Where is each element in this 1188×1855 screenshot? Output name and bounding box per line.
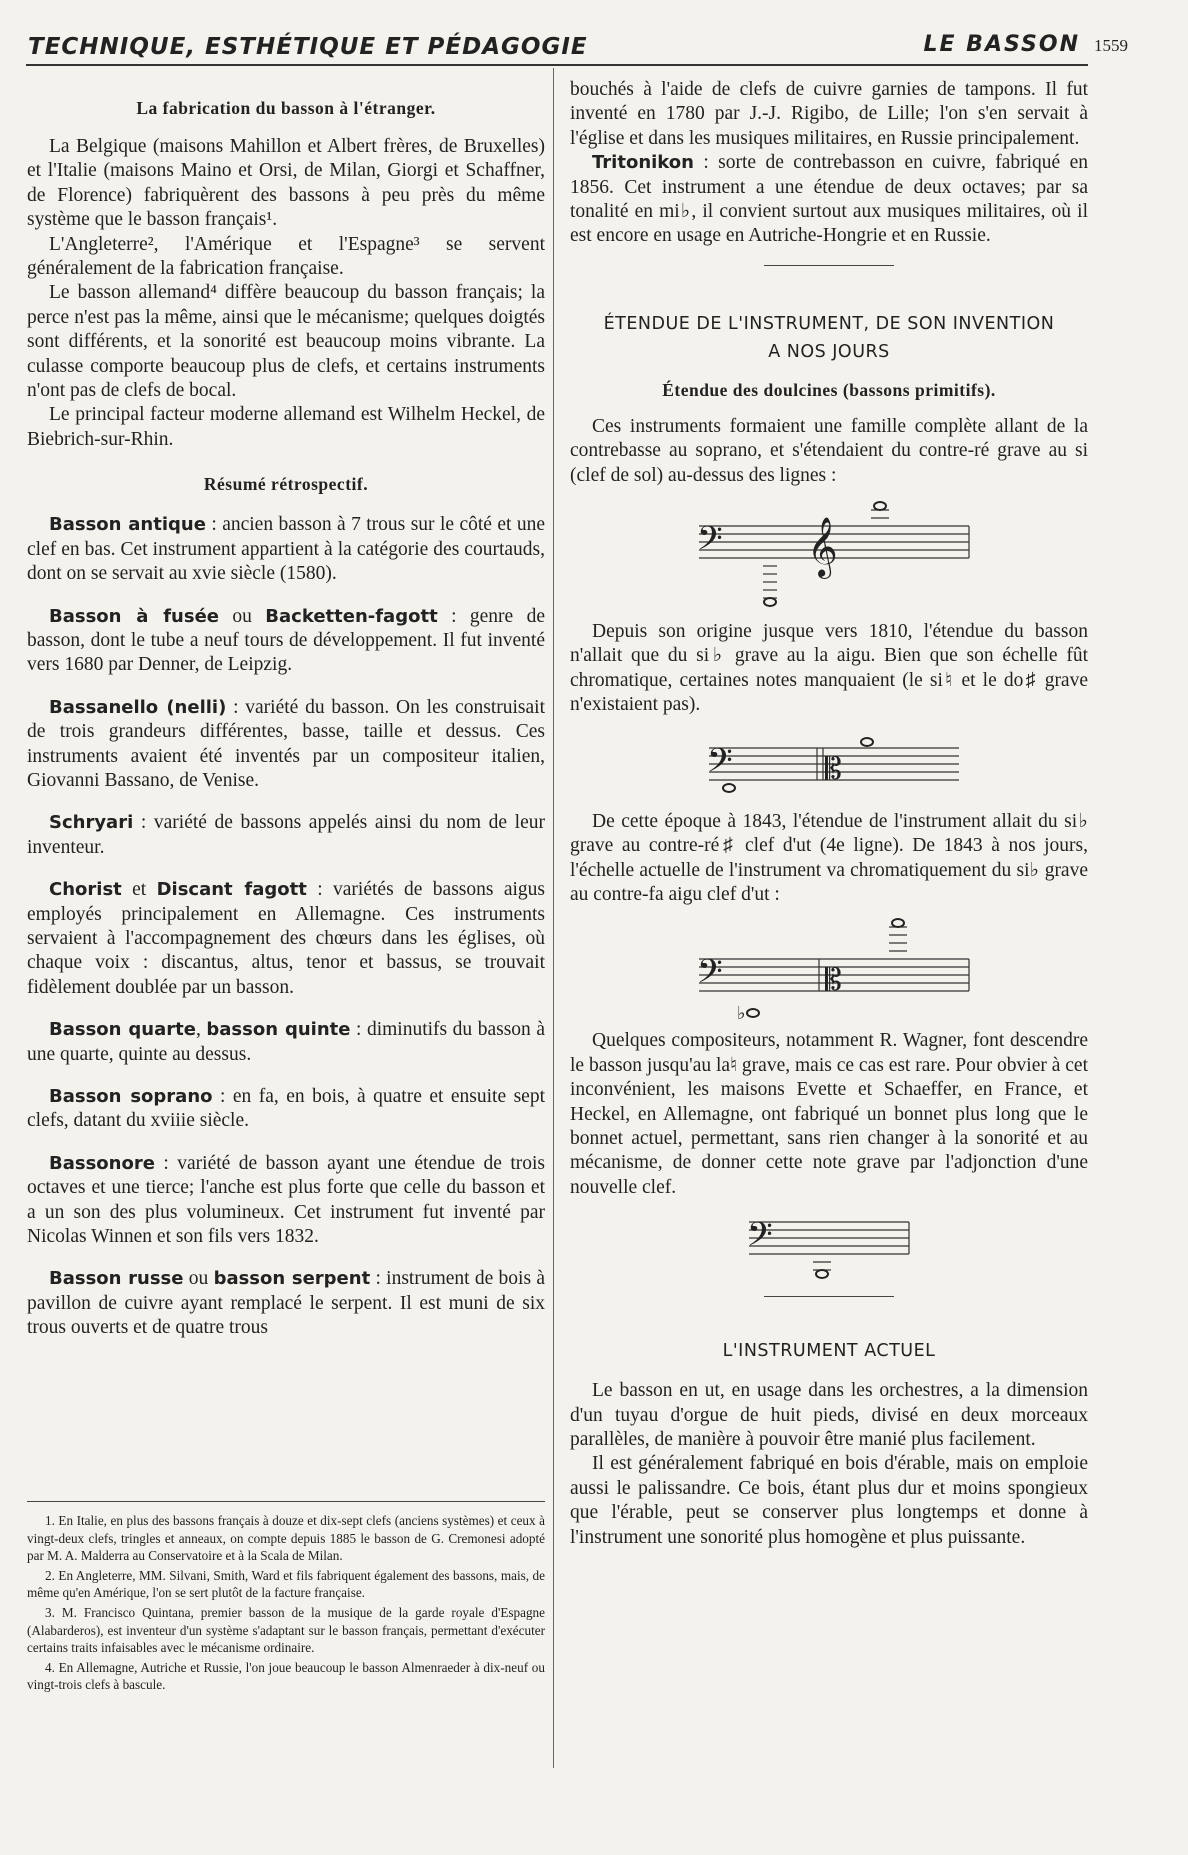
section-title-instrument-actuel: L'INSTRUMENT ACTUEL [722,1341,936,1362]
entry-term: Bassonore [49,1152,155,1174]
entry-text: : variété du basson. On les construisait de trois grandeurs différentes, basse, taille et dessus. Ces instruments avaient été inventés par un compositeur italien, Giovanni Bassano, de Venise. [27,696,545,791]
entry-text: : instrument de bois à pavillon de cuivre ayant remplacé le serpent. Il est muni de six trous ouverts et de quatre trous [27,1268,545,1339]
entry-term: Discant fagott [156,879,307,901]
entry-text: : diminutifs du basson à une quarte, quinte au dessus. [27,1019,546,1065]
entry-connector: ou [218,605,266,627]
entry-term: Backetten-fagott [265,605,438,627]
svg-text:𝄢: 𝄢 [707,741,733,788]
paragraph: bouchés à l'aide de clefs de cuivre garnies de tampons. Il fut inventé en 1780 par J.-J. Rigibo, de Lille; l'on s'en servait à l'église et dans les musiques militaires, en Russie principalement. [570,79,1088,149]
svg-text:𝄡: 𝄡 [825,963,842,999]
entry-term: Basson antique [49,514,206,536]
paragraph: La Belgique (maisons Mahillon et Albert frères, de Bruxelles) et l'Italie (maisons Maino et Orsi, de Milan, Giorgi et Schaffner, de Florence) fabriquèrent des bassons à peu près du même système que le basson français¹. [27,136,545,231]
paragraph: Le basson allemand⁴ diffère beaucoup du basson français; la perce n'est pas la même, ainsi que le mécanisme; quelques doigtés sont différents, et la sonorité est beaucoup moins vibrante. La culasse comporte beaucoup plus de clefs, et certains instruments n'ont pas de clefs de bocal. [27,282,545,402]
entry-term: Basson soprano [49,1086,213,1107]
paragraph: L'Angleterre², l'Amérique et l'Espagne³ se servent généralement de la fabrication française. [27,233,545,280]
entry-basson-antique [27,513,545,586]
entry-connector: , [195,1019,207,1041]
heading-resume-retrospectif: Résumé rétrospectif. [203,474,369,495]
paragraph: Le principal facteur moderne allemand est Wilhelm Heckel, de Biebrich-sur-Rhin. [27,404,545,450]
entry-term: basson serpent [213,1268,371,1290]
entry-connector: ou [183,1268,214,1290]
section-title-line: ÉTENDUE DE L'INSTRUMENT, DE SON INVENTION [603,313,1055,334]
entry-schryari [27,811,545,860]
heading-fabrication-etranger: La fabrication du basson à l'étranger. [136,98,436,118]
header-rule [26,64,1088,66]
footnotes [27,1501,545,1694]
entry-bassonore [27,1152,545,1250]
music-staff-1843 [679,913,979,1023]
entry-term: Basson quarte [49,1019,196,1041]
entry-term: Chorist [49,879,122,901]
entry-term: Basson russe [49,1268,184,1290]
footnote: 3. M. Francisco Quintana, premier basson de la musique de la garde royale d'Espagne (Alabarderos), est inventeur d'un système s'adaptant sur le basson français, permettant d'exécuter certains traits infaisables avec le mécanisme ordinaire. [27,1604,545,1656]
footnote: 4. En Allemagne, Autriche et Russie, l'on joue beaucoup le basson Almenraeder à dix-neuf ou vingt-trois clefs à bascule. [27,1659,545,1693]
entry-term: Bassanello (nelli) [49,696,227,718]
entry-text: : en fa, en bois, à quatre et ensuite sept clefs, datant du xviiie siècle. [27,1086,545,1132]
entry-text: : variété de basson ayant une étendue de trois octaves et une tierce; l'anche est plus forte que celle du basson et a un son des plus volumineux. Cet instrument fut inventé par Nicolas Winnen et son fils vers 1832. [27,1152,545,1248]
entry-term: Tritonikon [592,152,694,174]
entry-term: Basson à fusée [49,605,219,627]
section-title-line: A NOS JOURS [768,341,890,362]
entry-basson-quarte [27,1018,545,1067]
svg-text:𝄞: 𝄞 [807,517,838,578]
entry-term: basson quinte [206,1019,351,1041]
svg-text:𝄢: 𝄢 [747,1216,773,1263]
page-number: 1559 [1094,36,1128,55]
entry-chorist [27,878,545,1000]
svg-text:𝄢: 𝄢 [697,520,723,567]
entry-basson-soprano [27,1085,545,1134]
header-title: TECHNIQUE, ESTHÉTIQUE ET PÉDAGOGIE [28,34,588,60]
paragraph: Depuis son origine jusque vers 1810, l'étendue du basson n'allait que du si♭ grave au la aigu. Bien que son échelle fût chromatique, certaines notes manquaient (le si♮ et le do♯ grave n'existaient pas). [570,621,1088,716]
paragraph: Il est généralement fabriqué en bois d'érable, mais on emploie aussi le palissandre. Ce bois, étant plus dur et moins spongieux que l'érable, peut se conserver plus longtemps et donne à l'instrument une sonorité plus homogène et plus puissante. [570,1453,1088,1548]
right-column [570,78,1088,1550]
running-header [28,28,1128,64]
header-section-title: LE BASSON [923,32,1080,57]
left-column [27,78,545,1341]
paragraph: Quelques compositeurs, notamment R. Wagner, font descendre le basson jusqu'au la♮ grave, mais ce cas est rare. Pour obvier à cet inconvénient, les maisons Evette et Schaeffer, en France, et Heckel, en Allemagne, ont fabriqué un bonnet plus long que le bonnet actuel, permettant, sans rien changer à la sonorité et au mécanisme, de donner cette note grave par l'adjonction d'une nouvelle clef. [570,1030,1088,1198]
entry-text: : sorte de contrebasson en cuivre, fabriqué en 1856. Cet instrument a une étendue de deux octaves; par sa tonalité en mi♭, il convient surtout aux musiques militaires, où il est encore en usage en Autriche-Hongrie et en Russie. [570,152,1088,247]
music-staff-la-grave [739,1206,919,1286]
separator-rule [764,265,894,266]
paragraph: Le basson en ut, en usage dans les orchestres, a la dimension d'un tuyau d'orgue de huit pieds, divisé en deux morceaux parallèles, de manière à pouvoir être manié plus facilement. [570,1380,1088,1450]
entry-text: : variété de bassons appelés ainsi du nom de leur inventeur. [27,812,545,858]
svg-text:♭: ♭ [737,1003,746,1024]
entry-text: : ancien basson à 7 trous sur le côté et une clef en bas. Cet instrument appartient à la catégorie des courtauds, dont on se servait au xvie siècle (1580). [27,514,545,585]
entry-term: Schryari [49,812,134,834]
paragraph: De cette époque à 1843, l'étendue de l'instrument allait du si♭ grave au contre-ré♯ clef d'ut (4e ligne). De 1843 à nos jours, l'échelle actuelle de l'instrument va chromatiquement du si♭ grave au contre-fa aigu clef d'ut : [570,810,1088,905]
section-title-etendue [570,310,1088,366]
entry-bassanello [27,696,545,794]
separator-rule [764,1296,894,1297]
paragraph: Ces instruments formaient une famille complète allant de la contrebasse au soprano, et s'étendaient du contre-ré grave au si (clef de sol) au-dessus des lignes : [570,415,1088,486]
column-divider [553,68,554,1768]
svg-text:𝄡: 𝄡 [825,751,842,787]
music-staff-doulcines [679,494,979,614]
svg-text:𝄢: 𝄢 [697,953,723,1000]
entry-connector: et [121,879,157,901]
entry-tritonikon [570,151,1088,249]
music-staff-1810 [689,724,969,804]
entry-basson-russe [27,1267,545,1340]
entry-text: : variétés de bassons aigus employés principalement en Allemagne. Ces instruments servaient à l'accompagnement des chœurs dans les églises, où chaque voix : discantus, altus, tenor et bassus, se trouvait fidèlement doublée par un basson. [27,879,546,998]
entry-text: : genre de basson, dont le tube a neuf tours de développement. Il fut inventé vers 1680 par Denner, de Leipzig. [27,605,545,676]
footnote: 1. En Italie, en plus des bassons français à douze et dix-sept clefs (anciens systèmes) et ceux à vingt-deux clefs, tringles et anneaux, on compte depuis 1885 le basson de G. Cremonesi adopté par M. A. Malderra au Conservatoire et à la Scala de Milan. [27,1513,545,1564]
heading-doulcines: Étendue des doulcines (bassons primitifs). [662,379,996,400]
entry-basson-fusee [27,605,545,678]
header-section [923,32,1128,57]
footnote: 2. En Angleterre, MM. Silvani, Smith, Ward et fils fabriquent également des bassons, mais, de même qu'en Amérique, l'on se sert plutôt de la facture française. [27,1567,545,1601]
